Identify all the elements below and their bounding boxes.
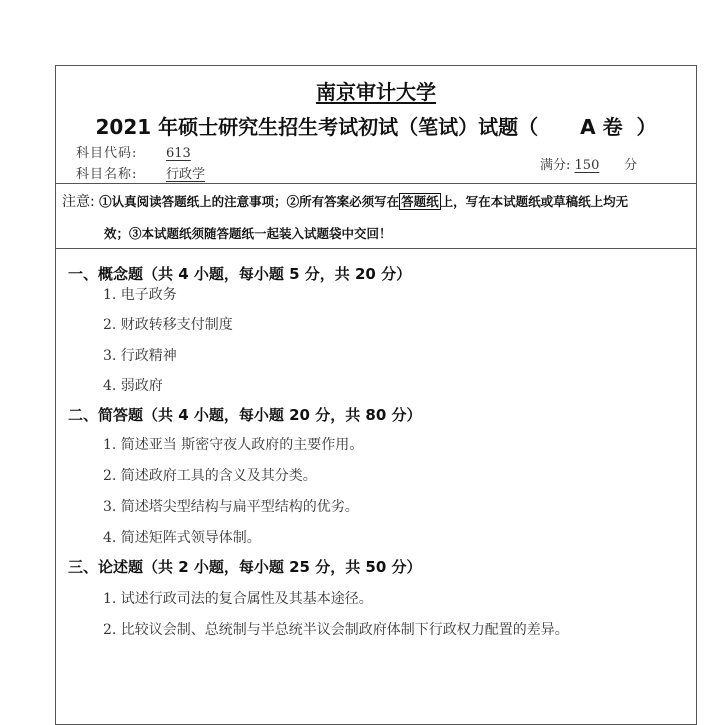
question-item: 4. 简述矩阵式领导体制。 xyxy=(103,530,261,546)
paper-version: A 卷 xyxy=(580,115,623,139)
full-score-label: 满分: xyxy=(540,158,571,173)
exam-title-main: 2021 年硕士研究生招生考试初试（笔试）试题（ xyxy=(95,115,539,139)
subject-code-label: 科目代码: xyxy=(76,146,138,161)
header-divider xyxy=(56,183,696,184)
subject-name-value: 行政学 xyxy=(166,167,206,182)
notice-line-2: 效；③本试题纸须随答题纸一起装入试题袋中交回！ xyxy=(104,226,392,241)
notice-block xyxy=(62,186,690,249)
section-heading-short-answer: 二、简答题（共 4 小题，每小题 20 分，共 80 分） xyxy=(68,406,422,424)
notice-divider xyxy=(56,248,696,249)
university-name: 南京审计大学 xyxy=(316,80,436,104)
subject-name-row xyxy=(76,163,205,182)
exam-paper-frame xyxy=(55,65,697,725)
question-item: 1. 电子政务 xyxy=(103,287,177,303)
section-heading-concepts: 一、概念题（共 4 小题，每小题 5 分，共 20 分） xyxy=(68,265,412,283)
full-score-unit: 分 xyxy=(624,158,638,173)
notice-line-1 xyxy=(62,186,690,218)
full-score-row xyxy=(540,154,637,173)
question-item: 3. 简述塔尖型结构与扁平型结构的优劣。 xyxy=(103,499,359,515)
notice-lead: 注意: xyxy=(62,194,95,210)
question-item: 4. 弱政府 xyxy=(103,378,163,394)
question-item: 1. 简述亚当 斯密守夜人政府的主要作用。 xyxy=(103,437,364,453)
question-item: 2. 比较议会制、总统制与半总统半议会制政府体制下行政权力配置的差异。 xyxy=(103,622,569,638)
exam-title-close: ） xyxy=(636,115,657,139)
exam-title xyxy=(56,111,696,140)
notice-text-a: ①认真阅读答题纸上的注意事项；②所有答案必须写在 xyxy=(99,194,400,209)
question-item: 1. 试述行政司法的复合属性及其基本途径。 xyxy=(103,591,373,607)
question-item: 2. 财政转移支付制度 xyxy=(103,317,233,333)
full-score-value: 150 xyxy=(574,158,600,173)
notice-text-b: 上，写在本试题纸或草稿纸上均无 xyxy=(440,194,629,209)
notice-boxed-answer-sheet: 答题纸 xyxy=(401,194,439,209)
subject-name-label: 科目名称: xyxy=(76,167,138,182)
subject-code-value: 613 xyxy=(166,146,191,161)
question-item: 2. 简述政府工具的含义及其分类。 xyxy=(103,468,317,484)
subject-code-row xyxy=(76,142,191,161)
section-heading-essay: 三、论述题（共 2 小题，每小题 25 分，共 50 分） xyxy=(68,558,422,576)
question-item: 3. 行政精神 xyxy=(103,348,177,364)
